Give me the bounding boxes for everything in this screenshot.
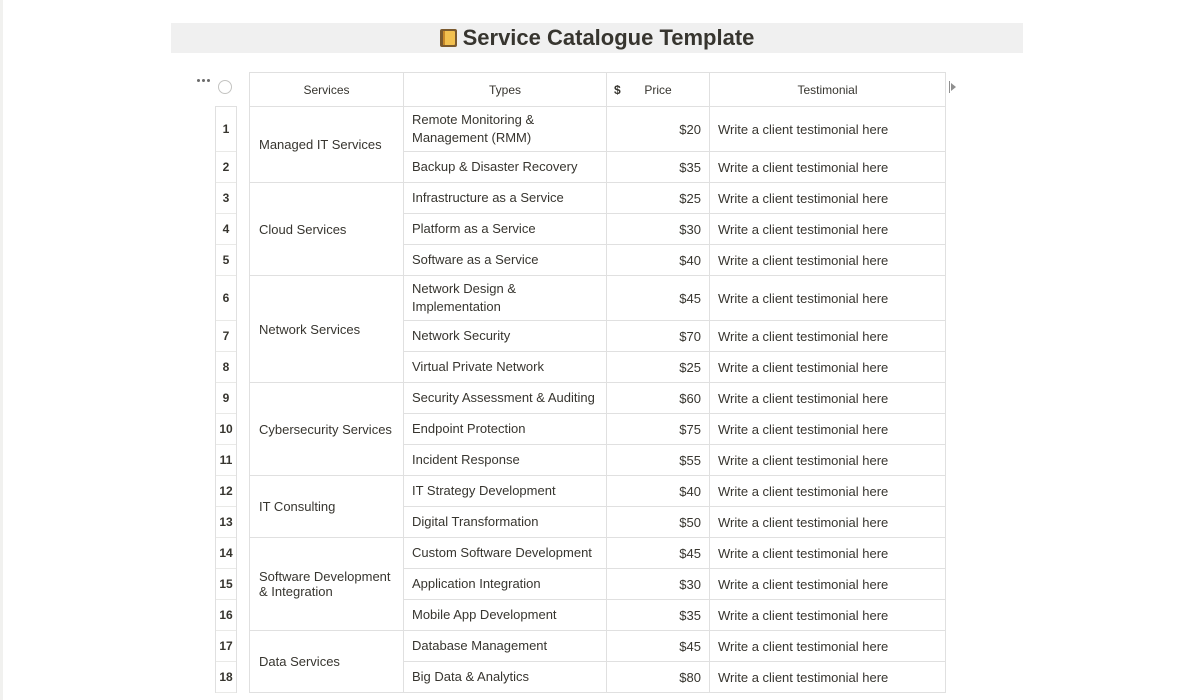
header-price-label: Price [644, 82, 672, 97]
cell-service[interactable] [250, 631, 404, 693]
cell-type[interactable]: Software as a Service [404, 245, 607, 276]
service-name: Managed IT Services [259, 137, 382, 152]
cell-service[interactable] [250, 107, 404, 183]
row-number[interactable]: 13 [216, 507, 236, 538]
header-price[interactable] [607, 73, 710, 107]
book-icon [440, 29, 457, 47]
cell-service[interactable] [250, 276, 404, 383]
cell-type[interactable]: Mobile App Development [404, 600, 607, 631]
row-number[interactable]: 10 [216, 414, 236, 445]
cell-type[interactable]: Backup & Disaster Recovery [404, 152, 607, 183]
service-name: Network Services [259, 321, 361, 337]
table-row [250, 107, 946, 152]
service-name: Cybersecurity Services [259, 421, 392, 437]
service-name: Data Services [259, 654, 340, 669]
cell-price[interactable]: $50 [607, 507, 710, 538]
service-name: Cloud Services [259, 221, 347, 237]
drag-handle-icon[interactable] [197, 75, 211, 87]
cell-price[interactable]: $25 [607, 352, 710, 383]
row-number[interactable]: 12 [216, 476, 236, 507]
cell-service[interactable] [250, 383, 404, 476]
table-row [250, 183, 946, 214]
table-header-row [250, 73, 946, 107]
cell-testimonial[interactable]: Write a client testimonial here [710, 183, 946, 214]
cell-price[interactable]: $80 [607, 662, 710, 693]
table-row [250, 383, 946, 414]
cell-type[interactable]: Database Management [404, 631, 607, 662]
cell-price[interactable]: $25 [607, 183, 710, 214]
row-number[interactable]: 17 [216, 631, 236, 662]
cell-price[interactable]: $35 [607, 600, 710, 631]
cell-price[interactable]: $35 [607, 152, 710, 183]
cell-testimonial[interactable]: Write a client testimonial here [710, 383, 946, 414]
cell-testimonial[interactable]: Write a client testimonial here [710, 245, 946, 276]
service-name: Software Development & Integration [259, 569, 391, 599]
cell-price[interactable]: $45 [607, 276, 710, 321]
cell-testimonial[interactable]: Write a client testimonial here [710, 414, 946, 445]
cell-type[interactable]: Endpoint Protection [404, 414, 607, 445]
cell-price[interactable]: $45 [607, 631, 710, 662]
cell-testimonial[interactable]: Write a client testimonial here [710, 214, 946, 245]
page-title-bar [171, 23, 1023, 53]
cell-service[interactable] [250, 538, 404, 631]
cell-testimonial[interactable]: Write a client testimonial here [710, 152, 946, 183]
cell-price[interactable]: $20 [607, 107, 710, 152]
row-number[interactable]: 7 [216, 321, 236, 352]
table-row [250, 476, 946, 507]
row-number[interactable]: 3 [216, 183, 236, 214]
table-row [250, 631, 946, 662]
service-name: IT Consulting [259, 499, 336, 514]
cell-testimonial[interactable]: Write a client testimonial here [710, 107, 946, 152]
cell-price[interactable]: $30 [607, 214, 710, 245]
cell-type[interactable]: Application Integration [404, 569, 607, 600]
page-title [440, 23, 755, 53]
row-number[interactable]: 16 [216, 600, 236, 631]
cell-type[interactable]: Security Assessment & Auditing [404, 383, 607, 414]
row-number-column [215, 106, 237, 693]
cell-price[interactable]: $70 [607, 321, 710, 352]
cell-price[interactable]: $60 [607, 383, 710, 414]
cell-testimonial[interactable]: Write a client testimonial here [710, 538, 946, 569]
currency-icon: $ [614, 83, 621, 97]
cell-type[interactable]: Digital Transformation [404, 507, 607, 538]
cell-price[interactable]: $75 [607, 414, 710, 445]
cell-service[interactable] [250, 476, 404, 538]
select-all-checkbox[interactable] [218, 80, 232, 94]
cell-type[interactable]: Custom Software Development [404, 538, 607, 569]
row-number[interactable]: 2 [216, 152, 236, 183]
row-number[interactable]: 14 [216, 538, 236, 569]
header-testimonial[interactable]: Testimonial [710, 73, 946, 107]
cell-type[interactable]: Network Design & Implementation [404, 276, 607, 321]
cell-testimonial[interactable]: Write a client testimonial here [710, 631, 946, 662]
cell-type[interactable]: Infrastructure as a Service [404, 183, 607, 214]
row-number[interactable]: 1 [216, 107, 236, 152]
cell-service[interactable] [250, 183, 404, 276]
cell-type[interactable]: Platform as a Service [404, 214, 607, 245]
cell-testimonial[interactable]: Write a client testimonial here [710, 476, 946, 507]
cell-testimonial[interactable]: Write a client testimonial here [710, 569, 946, 600]
row-number[interactable]: 8 [216, 352, 236, 383]
service-table [249, 72, 945, 693]
cell-testimonial[interactable]: Write a client testimonial here [710, 276, 946, 321]
cell-testimonial[interactable]: Write a client testimonial here [710, 662, 946, 693]
expand-columns-icon[interactable] [946, 80, 958, 94]
row-number[interactable]: 5 [216, 245, 236, 276]
row-number[interactable]: 11 [216, 445, 236, 476]
row-number[interactable]: 9 [216, 383, 236, 414]
cell-testimonial[interactable]: Write a client testimonial here [710, 352, 946, 383]
row-number[interactable]: 15 [216, 569, 236, 600]
cell-type[interactable]: Big Data & Analytics [404, 662, 607, 693]
cell-testimonial[interactable]: Write a client testimonial here [710, 600, 946, 631]
cell-price[interactable]: $55 [607, 445, 710, 476]
cell-type[interactable]: Network Security [404, 321, 607, 352]
cell-type[interactable]: Incident Response [404, 445, 607, 476]
cell-type[interactable]: Remote Monitoring & Management (RMM) [404, 107, 607, 152]
cell-type[interactable]: IT Strategy Development [404, 476, 607, 507]
cell-testimonial[interactable]: Write a client testimonial here [710, 445, 946, 476]
header-services[interactable]: Services [250, 73, 404, 107]
cell-price[interactable]: $40 [607, 476, 710, 507]
header-types[interactable]: Types [404, 73, 607, 107]
cell-testimonial[interactable]: Write a client testimonial here [710, 507, 946, 538]
row-number[interactable]: 18 [216, 662, 236, 693]
cell-price[interactable]: $40 [607, 245, 710, 276]
table-row [250, 538, 946, 569]
table-row [250, 276, 946, 321]
cell-type[interactable]: Virtual Private Network [404, 352, 607, 383]
cell-price[interactable]: $30 [607, 569, 710, 600]
cell-price[interactable]: $45 [607, 538, 710, 569]
cell-testimonial[interactable]: Write a client testimonial here [710, 321, 946, 352]
row-number[interactable]: 4 [216, 214, 236, 245]
row-number[interactable]: 6 [216, 276, 236, 321]
window-edge [0, 0, 3, 700]
page-title-text: Service Catalogue Template [462, 25, 755, 50]
